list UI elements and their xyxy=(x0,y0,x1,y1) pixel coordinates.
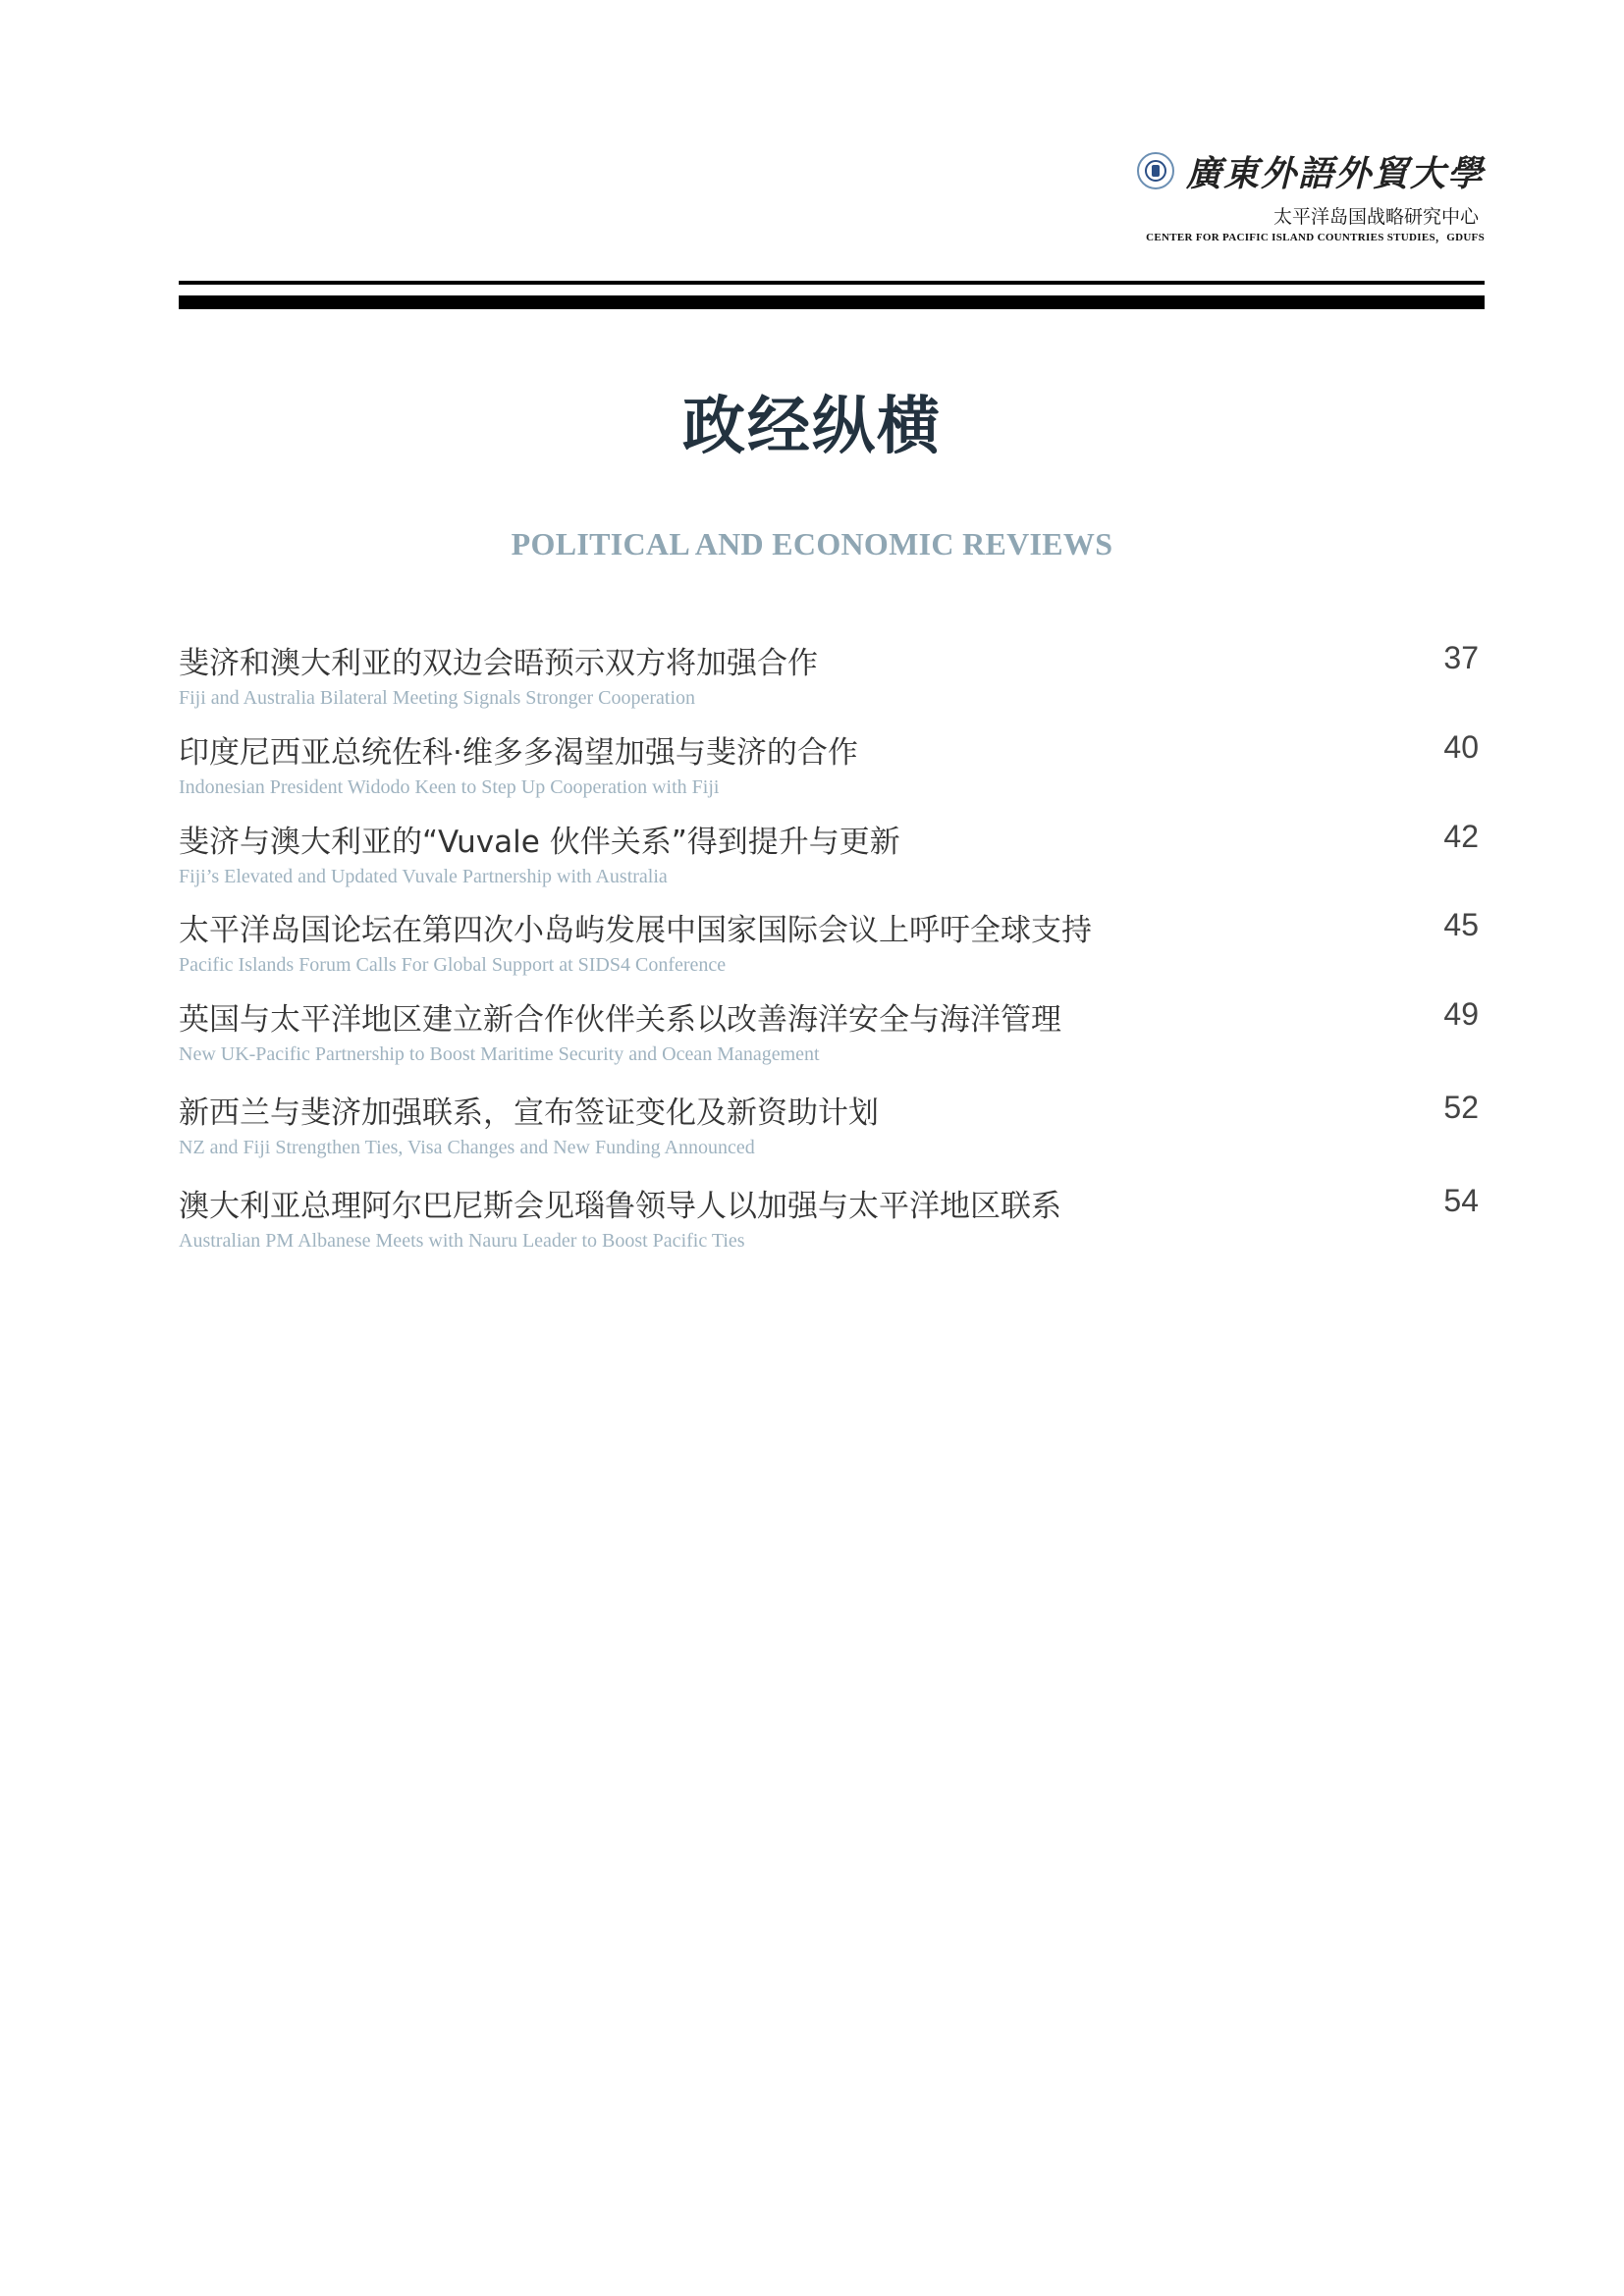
toc-title-en: NZ and Fiji Strengthen Ties, Visa Changes and New Funding Announced xyxy=(179,1137,755,1158)
toc-title-en: Fiji’s Elevated and Updated Vuvale Partnership with Australia xyxy=(179,866,668,887)
toc-page-number: 49 xyxy=(1443,996,1479,1032)
toc-page-number: 54 xyxy=(1443,1183,1479,1218)
toc-title-cn: 英国与太平洋地区建立新合作伙伴关系以改善海洋安全与海洋管理 xyxy=(179,1002,1061,1038)
toc-title-cn: 斐济与澳大利亚的“Vuvale 伙伴关系”得到提升与更新 xyxy=(179,825,900,860)
toc-title-en: Pacific Islands Forum Calls For Global Support at SIDS4 Conference xyxy=(179,954,727,976)
section-subtitle: POLITICAL AND ECONOMIC REVIEWS xyxy=(511,526,1113,561)
toc-title-cn: 太平洋岛国论坛在第四次小岛屿发展中国家国际会议上呼吁全球支持 xyxy=(179,913,1092,948)
section-title: 政经纵横 xyxy=(682,391,942,463)
toc-title-cn: 印度尼西亚总统佐科·维多多渴望加强与斐济的合作 xyxy=(179,735,858,771)
toc-title-cn: 斐济和澳大利亚的双边会晤预示双方将加强合作 xyxy=(179,646,818,681)
header-rule-thin xyxy=(179,281,1485,285)
toc-page-number: 37 xyxy=(1443,640,1479,675)
toc-entry[interactable] xyxy=(179,905,1485,984)
toc-title-en: New UK-Pacific Partnership to Boost Maritime Security and Ocean Management xyxy=(179,1043,820,1065)
toc-entry[interactable] xyxy=(179,1088,1485,1166)
toc-title-cn: 澳大利亚总理阿尔巴尼斯会见瑙鲁领导人以加强与太平洋地区联系 xyxy=(179,1189,1061,1224)
toc-title-en: Australian PM Albanese Meets with Nauru Leader to Boost Pacific Ties xyxy=(179,1230,745,1252)
university-logo xyxy=(1137,145,1485,196)
toc-page-number: 52 xyxy=(1443,1090,1479,1125)
toc-page-number: 40 xyxy=(1443,729,1479,765)
university-name: 廣東外語外貿大學 xyxy=(1185,152,1485,194)
toc-page-number: 42 xyxy=(1443,819,1479,854)
toc-page-number: 45 xyxy=(1443,907,1479,942)
university-emblem-icon xyxy=(1137,152,1174,189)
center-name-en: CENTER FOR PACIFIC ISLAND COUNTRIES STUDIES，GDUFS xyxy=(1146,232,1485,243)
toc-entry[interactable] xyxy=(179,727,1485,806)
toc-entry[interactable] xyxy=(179,994,1485,1073)
toc-title-en: Indonesian President Widodo Keen to Step Up Cooperation with Fiji xyxy=(179,776,720,798)
toc-entry[interactable] xyxy=(179,1181,1485,1259)
page-header xyxy=(179,137,1485,250)
toc-entry[interactable] xyxy=(179,638,1485,717)
center-name-cn: 太平洋岛国战略研究中心 xyxy=(1272,206,1479,228)
toc-title-cn: 新西兰与斐济加强联系，宣布签证变化及新资助计划 xyxy=(179,1095,879,1131)
toc-entry[interactable] xyxy=(179,817,1485,895)
header-rule-thick xyxy=(179,295,1485,309)
toc-title-en: Fiji and Australia Bilateral Meeting Signals Stronger Cooperation xyxy=(179,687,696,709)
